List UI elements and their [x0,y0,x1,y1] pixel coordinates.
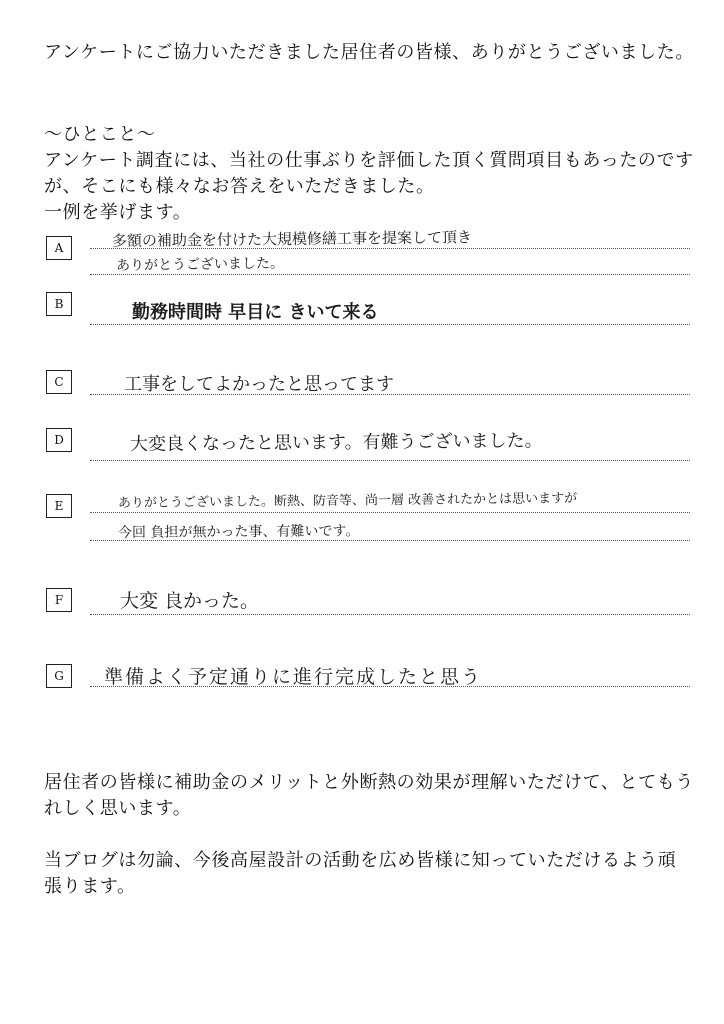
response-label-box: F [46,588,72,612]
dotted-writing-line [90,540,690,541]
handwritten-answer-line: 大変 良かった。 [120,590,260,612]
closing-paragraph: 当ブログは勿論、今後高屋設計の活動を広め皆様に知っていただけるよう頑張ります。 [44,850,677,897]
dotted-writing-line [90,614,690,615]
response-item-d [0,428,724,488]
dotted-writing-line [90,274,690,275]
dotted-writing-line [90,686,690,687]
section-example-line: 一例を挙げます。 [44,202,192,223]
handwritten-answer-line: ありがとうございました。 [115,255,285,274]
response-item-b [0,292,724,352]
response-label-box: B [46,292,72,316]
response-item-e [0,492,724,552]
section-heading: ～ひとこと～ [44,124,156,145]
response-item-f [0,586,724,646]
response-label-box: A [46,236,72,260]
handwritten-answer-line: 準備よく予定通りに進行完成したと思う [104,666,483,688]
intro-paragraph: アンケートにご協力いただきました居住者の皆様、ありがとうございました。 [44,42,694,63]
handwritten-answer-line: 大変良くなったと思います。有難うございました。 [129,430,543,455]
handwritten-answer-line: 工事をしてよかったと思ってます [124,374,394,395]
handwritten-answer-line: 今回 負担が無かった事、有難いです。 [117,523,360,541]
dotted-writing-line [90,512,690,513]
response-label-box: E [46,494,72,518]
response-item-g [0,662,724,722]
handwritten-answer-line: 多額の補助金を付けた大規模修繕工事を提案して頂き [111,228,473,250]
response-label-box: C [46,370,72,394]
closing-paragraph: 居住者の皆様に補助金のメリットと外断熱の効果が理解いただけて、とてもうれしく思います。 [44,772,694,819]
dotted-writing-line [90,460,690,461]
dotted-writing-line [90,394,690,395]
dotted-writing-line [90,324,690,325]
section-paragraph: アンケート調査には、当社の仕事ぶりを評価した頂く質問項目もあったのですが、そこにも様々なお答えをいただきました。 [44,150,694,197]
response-item-c [0,368,724,428]
response-label-box: G [46,664,72,688]
response-item-a [0,230,724,290]
handwritten-answer-line: ありがとうございました。断熱、防音等、尚一層 改善されたかとは思いますが [117,491,578,511]
response-label-box: D [46,428,72,452]
handwritten-answer-line: 勤務時間時 早目に きいて来る [132,302,379,323]
